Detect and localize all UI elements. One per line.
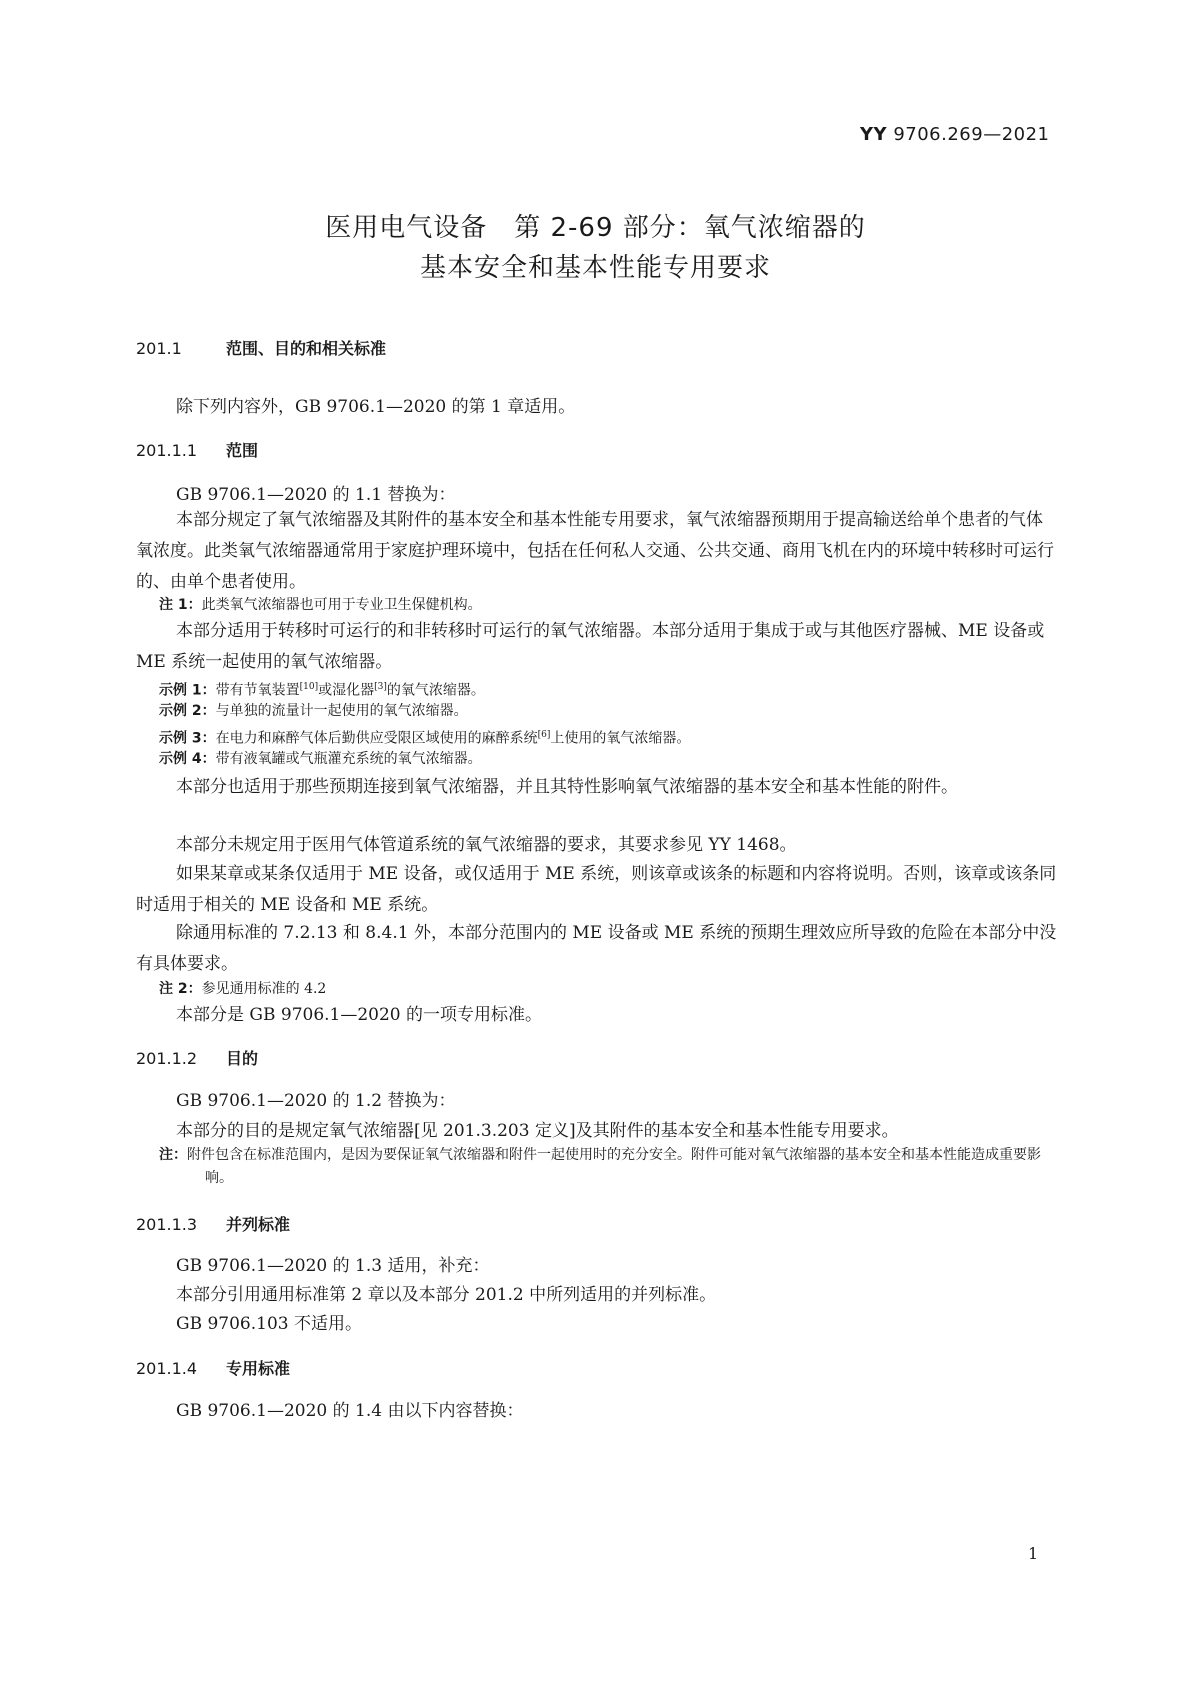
heading-title: 并列标准: [226, 1215, 291, 1234]
heading-number: 201.1: [136, 339, 182, 358]
paragraph: 本部分也适用于那些预期连接到氧气浓缩器，并且其特性影响氧气浓缩器的基本安全和基本性能的附件。: [176, 777, 958, 797]
paragraph: 本部分未规定用于医用气体管道系统的氧气浓缩器的要求，其要求参见 YY 1468。: [176, 835, 797, 855]
example-4: [159, 748, 1057, 771]
heading-number: 201.1.3: [136, 1215, 198, 1234]
paragraph: GB 9706.1—2020 的 1.1 替换为：: [176, 485, 456, 505]
paragraph: 本部分的目的是规定氧气浓缩器[见 201.3.203 定义]及其附件的基本安全和基本性能专用要求。: [176, 1121, 899, 1141]
example-text: 与单独的流量计一起使用的氧气浓缩器。: [215, 703, 468, 719]
page-number: 1: [1028, 1544, 1039, 1563]
paragraph: 除下列内容外，GB 9706.1—2020 的第 1 章适用。: [176, 397, 576, 417]
heading-number: 201.1.2: [136, 1049, 198, 1068]
document-code: [860, 124, 1050, 145]
heading-201-1-1: [136, 438, 258, 461]
example-1: [159, 676, 1057, 703]
paragraph: GB 9706.1—2020 的 1.4 由以下内容替换：: [176, 1401, 524, 1421]
example-label: 示例 1：: [159, 682, 216, 699]
example-text: 的氧气浓缩器。: [386, 682, 485, 699]
example-text: 或湿化器: [318, 682, 375, 699]
paragraph: 本部分引用通用标准第 2 章以及本部分 201.2 中所列适用的并列标准。: [176, 1285, 717, 1305]
paragraph: 本部分是 GB 9706.1—2020 的一项专用标准。: [176, 1005, 543, 1025]
note-text: 附件包含在标准范围内，是因为要保证氧气浓缩器和附件一起使用时的充分安全。附件可能对氧气浓缩器的基本安全和基本性能造成重要影响。: [187, 1147, 1041, 1186]
example-3: [159, 724, 1057, 751]
title-line-2: 基本安全和基本性能专用要求: [419, 253, 771, 283]
example-2: [159, 700, 1057, 723]
heading-201-1: [136, 336, 386, 359]
reference: [6]: [537, 730, 551, 740]
note-2: [159, 978, 1057, 1001]
example-text: 带有液氧罐或气瓶灌充系统的氧气浓缩器。: [215, 751, 482, 767]
paragraph: GB 9706.1—2020 的 1.3 适用，补充：: [176, 1256, 490, 1276]
title-line-1: 医用电气设备 第 2-69 部分：氧气浓缩器的: [325, 213, 866, 243]
example-label: 示例 2：: [159, 703, 216, 719]
heading-title: 范围: [226, 441, 259, 460]
note-text: 此类氧气浓缩器也可用于专业卫生保健机构。: [201, 597, 482, 613]
heading-title: 目的: [226, 1049, 259, 1068]
heading-201-1-2: [136, 1046, 258, 1069]
paragraph: 除通用标准的 7.2.13 和 8.4.1 外，本部分范围内的 ME 设备或 ME 系统的预期生理效应所导致的危险在本部分中没有具体要求。: [136, 923, 1057, 974]
paragraph: 如果某章或某条仅适用于 ME 设备，或仅适用于 ME 系统，则该章或该条的标题和内容将说明。否则，该章或该条同时适用于相关的 ME 设备和 ME 系统。: [136, 864, 1057, 915]
heading-title: 专用标准: [226, 1359, 291, 1378]
example-label: 示例 4：: [159, 751, 216, 767]
example-text: 在电力和麻醉气体后勤供应受限区域使用的麻醉系统: [215, 730, 538, 747]
paragraph: GB 9706.103 不适用。: [176, 1314, 362, 1334]
paragraph: GB 9706.1—2020 的 1.2 替换为：: [176, 1091, 456, 1111]
heading-number: 201.1.4: [136, 1359, 198, 1378]
reference: [10]: [299, 682, 319, 692]
heading-201-1-4: [136, 1356, 290, 1379]
heading-201-1-3: [136, 1212, 290, 1235]
example-label: 示例 3：: [159, 730, 216, 747]
note-label: 注 1：: [159, 597, 202, 613]
heading-title: 范围、目的和相关标准: [226, 339, 387, 358]
standard-number: 9706.269—2021: [893, 124, 1050, 145]
note-label: 注 2：: [159, 981, 202, 997]
standard-prefix: YY: [860, 124, 888, 145]
note: [159, 1144, 1057, 1190]
reference: [3]: [374, 682, 387, 692]
example-text: 上使用的氧气浓缩器。: [550, 730, 691, 747]
note-label: 注：: [159, 1147, 187, 1163]
heading-number: 201.1.1: [136, 441, 198, 460]
note-text: 参见通用标准的 4.2: [201, 981, 327, 997]
note-1: [159, 594, 1057, 617]
example-text: 带有节氧装置: [215, 682, 300, 699]
paragraph: 本部分规定了氧气浓缩器及其附件的基本安全和基本性能专用要求，氧气浓缩器预期用于提高输送给单个患者的气体氧浓度。此类氧气浓缩器通常用于家庭护理环境中，包括在任何私人交通、公共交通、商用飞机在内的环境中转移时可运行的、由单个患者使用。: [136, 510, 1054, 592]
paragraph: 本部分适用于转移时可运行的和非转移时可运行的氧气浓缩器。本部分适用于集成于或与其他医疗器械、ME 设备或 ME 系统一起使用的氧气浓缩器。: [136, 621, 1045, 672]
